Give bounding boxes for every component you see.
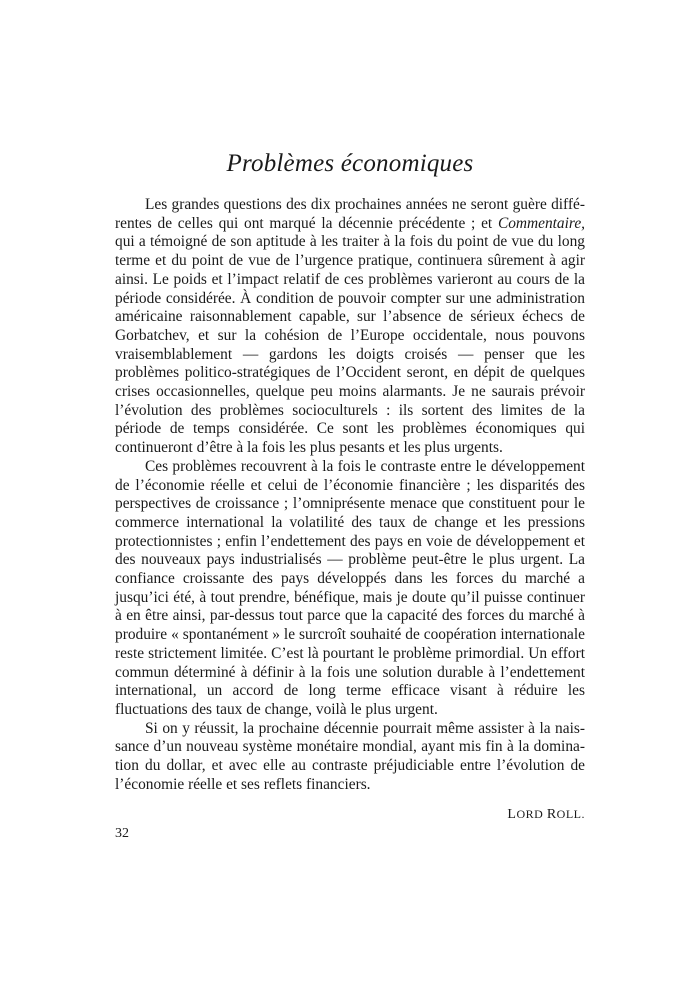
page-number: 32 [115,826,129,841]
paragraph-1-start: Les grandes questions des dix prochaines années ne seront guère différentes de celles qui ont marqué la décennie précédente ; et [115,196,585,232]
publication-name: Commentaire, [497,214,585,232]
document-page [115,150,585,823]
paragraph-1-end: qui a témoigné de son aptitude à les traiter à la fois du point de vue du long terme et du point de vue de l’urgence pratique, continuera sûrement à agir ainsi. Le poids et l’impact relatif de ces problèmes varieront au cours de la période considérée. À condition de pouvoir compter sur une administration américaine raisonnablement capable, sur l’absence de sérieux échecs de Gorbatchev, et sur la cohésion de l’Europe occidentale, nous pouvons vraisemblablement — gardons les doigts croisés — penser que les problèmes politico-stratégiques de l’Occident seront, en dépit de quelques crises occasionnelles, quelque peu moins alarmants. Je ne saurais prévoir l’évolution des problèmes socioculturels : ils sortent des limites de la période de temps considérée. Ce sont les problèmes économiques qui continueront d’être à la fois les plus pesants et les plus urgents. [115,233,585,457]
signature-rest-1: ORD [516,806,544,821]
author-signature [115,807,585,823]
signature-initial-2: R [546,806,557,822]
paragraph-3: Si on y réussit, la prochaine décennie pourrait même assister à la naissance d’un nouveau système monétaire mondial, ayant mis fin à la domination du dollar, et avec elle au contraste préjudiciable entre l’évolution de l’économie réelle et ses reflets financiers. [115,719,585,793]
document-title: Problèmes économiques [226,150,474,177]
paragraph-1 [115,196,585,458]
signature-initial-1: L [507,806,517,822]
paragraph-2: Ces problèmes recouvrent à la fois le contraste entre le développement de l’économie réelle et celui de l’économie financière ; les disparités des perspectives de croissance ; l’omniprésente menace que constituent pour le commerce international la volatilité des taux de change et les pressions protectionnistes ; enfin l’endettement des pays en voie de développement et des nouveaux pays industrialisés — problème peut-être le plus urgent. La confiance croissante des pays développés dans les forces du marché a jusqu’ici été, à tout prendre, bénéfique, mais je doute qu’il puisse continuer à en être ainsi, par-dessus tout parce que la capacité des forces du marché à produire « spontanément » le surcroît souhaité de coopération internationale reste strictement limitée. C’est là pourtant le problème primordial. Un effort commun déterminé à définir à la fois une solution durable à l’endettement international, un accord de long terme efficace visant à réduire les fluctuations des taux de change, voilà le plus urgent. [115,457,585,718]
signature-rest-2: OLL. [556,806,585,821]
